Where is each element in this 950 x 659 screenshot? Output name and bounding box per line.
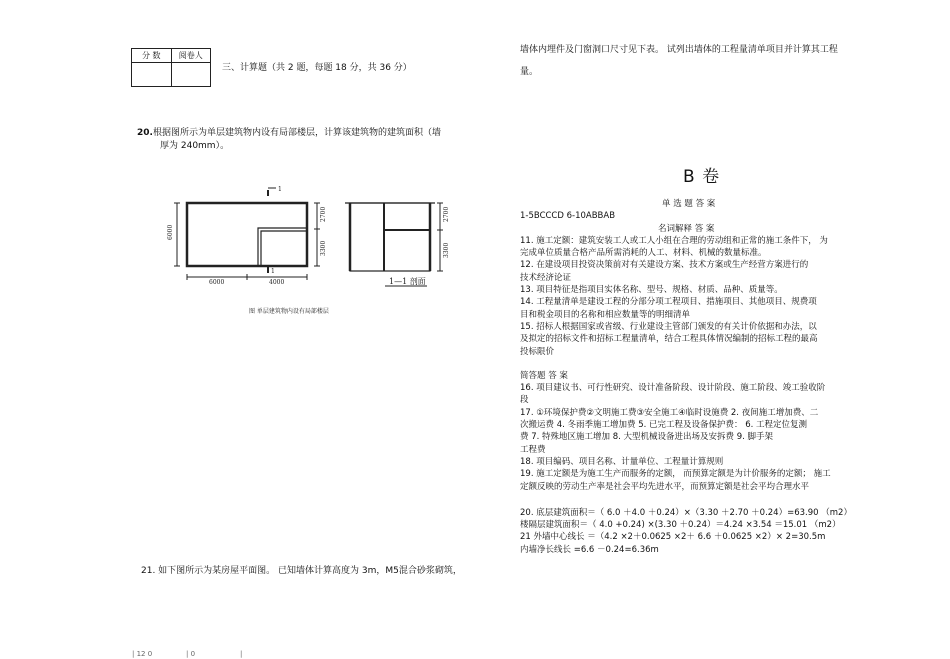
short-answer-line: 段 [520, 395, 529, 406]
dim-4000: 4000 [269, 279, 285, 286]
single-choice-answers: 1-5BCCCD 6-10ABBAB [520, 211, 616, 222]
dim-3300-plan: 3300 [320, 240, 327, 256]
answer-section [520, 198, 880, 556]
calc-line: 21 外墙中心线长 ＝（4.2 ×2＋0.0625 ×2＋ 6.6 ＋0.0625 ×2）× 2=30.5m [520, 532, 826, 543]
reviewer-cell [171, 63, 211, 87]
short-answer-line: 19. 施工定额是为施工生产而服务的定额， 而预算定额是为计价服务的定额； 施工 [520, 469, 831, 480]
answer-line: 技术经济论证 [520, 272, 572, 283]
score-table [131, 48, 211, 87]
dim-2700-plan: 2700 [320, 206, 327, 222]
term-heading: 名词解释 答 案 [658, 223, 715, 234]
section-heading: 三、计算题（共 2 题，每题 18 分，共 36 分） [222, 63, 412, 73]
dim-6000-left: 6000 [167, 224, 174, 240]
q20-number: 20. [137, 128, 153, 138]
footer-mid: | 0 [186, 650, 196, 658]
q21-cont1: 墙体内埋件及门窗洞口尺寸见下表。 试列出墙体的工程量清单项目并计算其工程 [520, 45, 838, 55]
footer-left: | 12 0 [132, 650, 153, 658]
answer-line: 13. 项目特征是指项目实体名称、型号、规格、材质、品种、质量等。 [520, 285, 783, 296]
q21-cont2: 量。 [520, 67, 539, 77]
answer-line: 完成单位质量合格产品所需消耗的人工、材料、机械的数量标准。 [520, 248, 767, 259]
answer-line: 15. 招标人根据国家或省级、行业建设主管部门颁发的有关计价依据和办法，以 [520, 321, 817, 332]
short-answer-heading: 简答题 答 案 [520, 370, 568, 381]
answer-line: 投标限价 [520, 346, 555, 357]
answer-line: 14. 工程量清单是建设工程的分部分项工程项目、措施项目、其他项目、规费项 [520, 297, 817, 308]
dim-3300-section: 3300 [443, 242, 450, 258]
answer-line: 11. 施工定额：建筑安装工人或工人小组在合理的劳动组和正常的施工条件下， 为 [520, 235, 828, 246]
reviewer-header: 阅卷人 [171, 49, 211, 63]
calc-line: 内墙净长线长 =6.6 －0.24=6.36m [520, 544, 659, 555]
dim-6000-bottom: 6000 [209, 279, 225, 286]
short-answer-line: 17. ①环境保护费②文明施工费③安全施工④临时设施费 2. 夜间施工增加费、二 [520, 407, 819, 418]
short-answer-line: 18. 项目编码、项目名称、计量单位、工程量计算规则 [520, 456, 724, 467]
answer-line: 12. 在建设项目投资决策前对有关建设方案、技术方案或生产经营方案进行的 [520, 260, 809, 271]
b-paper-title: B 卷 [683, 167, 721, 187]
floor-plan-figure [165, 180, 465, 320]
single-choice-heading: 单 选 题 答 案 [662, 199, 716, 209]
figure-caption: 图 单层建筑物内设有局部楼层 [249, 308, 329, 315]
short-answer-line: 定额反映的劳动生产率是社会平均先进水平，而预算定额是社会平均合理水平 [520, 481, 810, 492]
score-cell [132, 63, 172, 87]
q20-line2: 厚为 240mm）。 [160, 141, 230, 151]
section-title: 1—1 剖面 [389, 277, 426, 286]
short-answer-line: 16. 项目建议书、可行性研究、设计准备阶段、设计阶段、施工阶段、竣工验收阶 [520, 383, 826, 394]
section-mark-top: 1 [278, 186, 282, 193]
short-answer-line: 费 7. 特殊地区施工增加 8. 大型机械设备进出场及安拆费 9. 脚手架 [520, 432, 774, 443]
q20-text [137, 127, 441, 139]
short-answer-line: 工程费 [520, 444, 546, 455]
answer-line: 及拟定的招标文件和招标工程量清单，结合工程具体情况编制的招标工程的最高 [520, 334, 818, 345]
calc-line: 楼隔层建筑面积＝（ 4.0 +0.24) ×(3.30 ＋0.24）＝4.24 ×3.54 ＝15.01 （m2） [520, 520, 841, 531]
dim-2700-section: 2700 [443, 206, 450, 222]
score-header: 分 数 [132, 49, 172, 63]
q21-text: 21. 如下图所示为某房屋平面图。 已知墙体计算高度为 3m，M5混合砂浆砌筑， [141, 566, 462, 576]
calc-line: 20. 底层建筑面积＝（ 6.0 ＋4.0 ＋0.24）×（3.30 ＋2.70 ＋0.24）=63.90 （m2） [520, 507, 852, 518]
footer-right: | [240, 650, 243, 658]
q20-line1: 根据图所示为单层建筑物内设有局部楼层，计算该建筑物的建筑面积（墙 [152, 128, 441, 138]
short-answer-line: 次搬运费 4. 冬雨季施工增加费 5. 已完工程及设备保护费： 6. 工程定位复测 [520, 420, 808, 431]
answer-line: 目和税金项目的名称和相应数量等的明细清单 [520, 309, 691, 320]
section-mark-bottom: 1 [271, 268, 275, 275]
